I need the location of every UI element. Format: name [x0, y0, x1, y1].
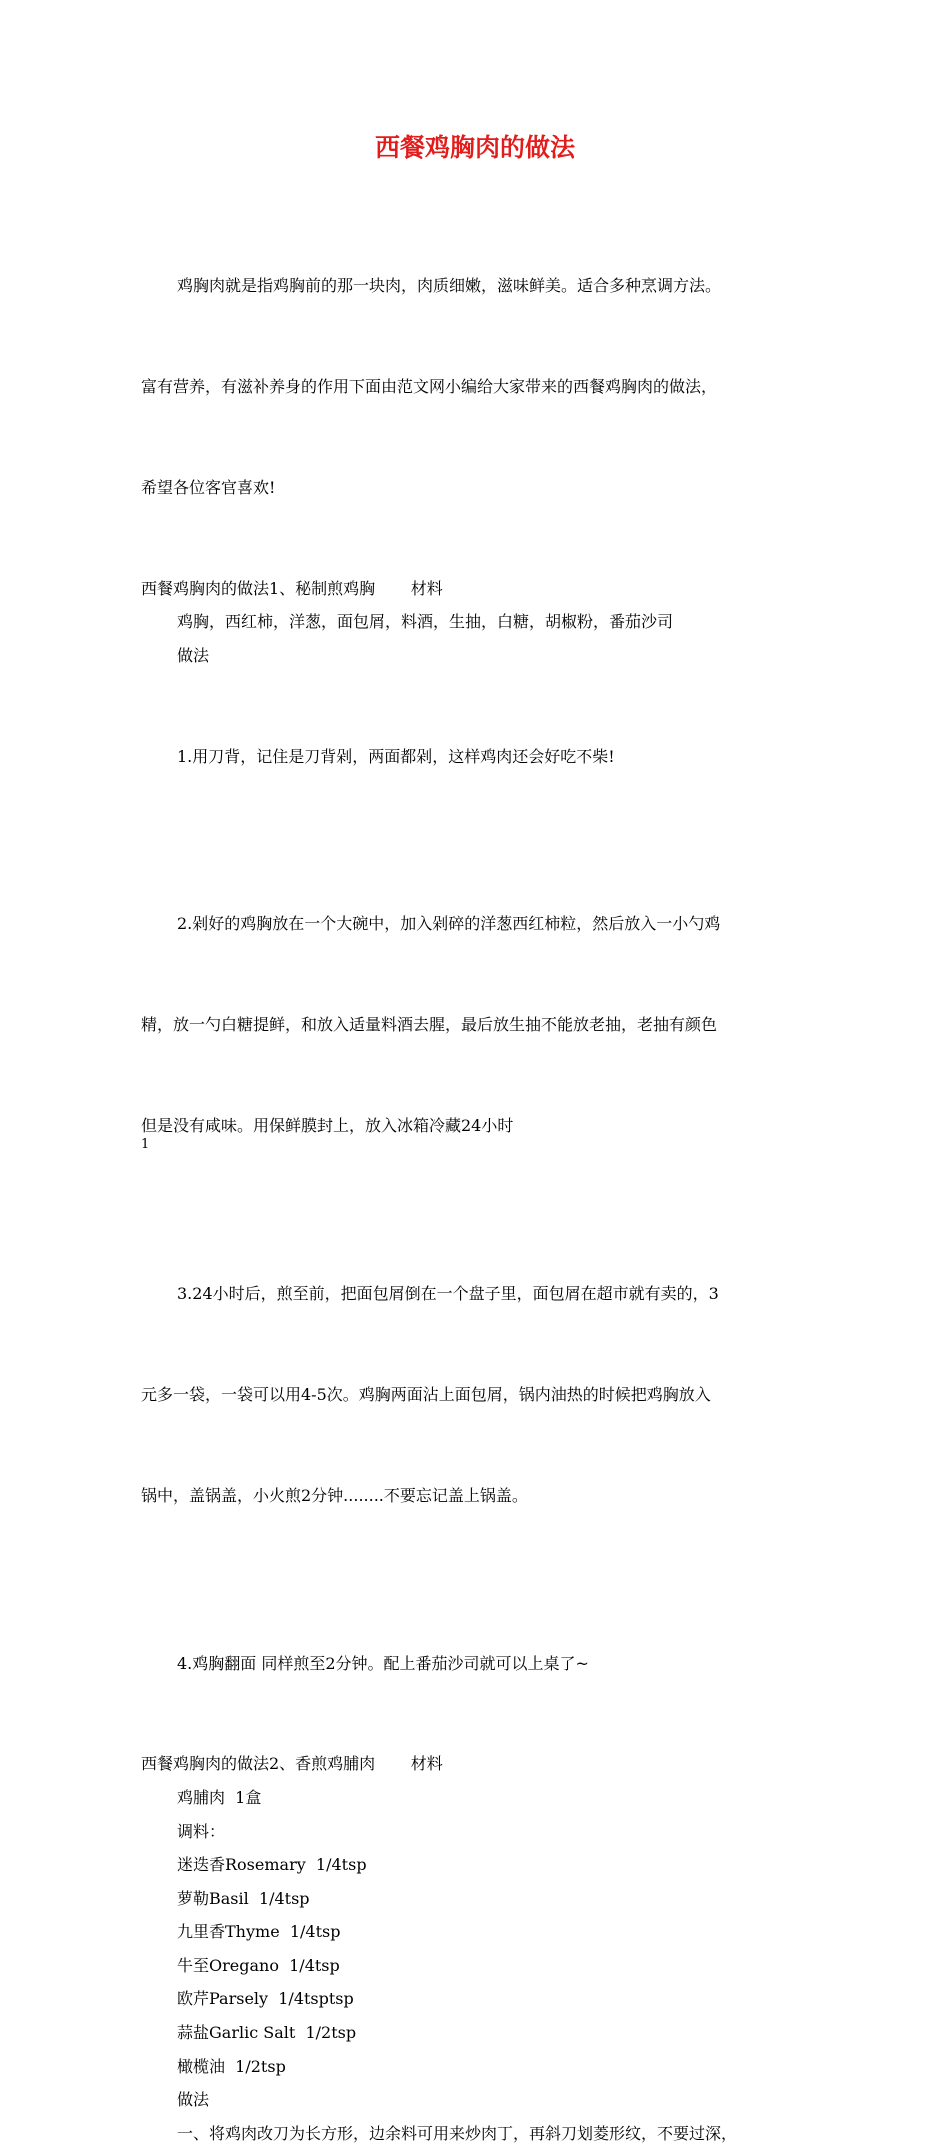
recipe1-step: [141, 672, 831, 840]
intro-paragraph: [141, 202, 831, 572]
seasoning-item: 九里香Thyme 1/4tsp: [177, 1922, 341, 1942]
recipe1-method-label: 做法: [177, 645, 210, 665]
step-line: 4.鸡胸翻面 同样煎至2分钟。配上番茄沙司就可以上桌了~: [177, 1653, 589, 1673]
step-line: 但是没有咸味。用保鲜膜封上，放入冰箱冷藏24小时: [141, 1116, 514, 1136]
seasoning-item: 欧芹Parsely 1/4tsptsp: [177, 1989, 354, 2009]
page-number: 1: [141, 1137, 150, 1152]
step-line: 精，放一勺白糖提鲜，和放入适量料酒去腥，最后放生抽不能放老抽，老抽有颜色: [141, 1015, 718, 1035]
seasoning-item: 迷迭香Rosemary 1/4tsp: [177, 1855, 367, 1875]
document-body: [141, 202, 831, 2150]
seasoning-item: 橄榄油 1/2tsp: [177, 2056, 286, 2076]
seasoning-item: 萝勒Basil 1/4tsp: [177, 1888, 310, 1908]
recipe1-step: [141, 840, 831, 1210]
recipe2-step: 一、将鸡肉改刀为长方形，边余料可用来炒肉丁，再斜刀划菱形纹，不要过深，: [177, 2123, 738, 2143]
recipe1-heading: 西餐鸡胸肉的做法1、秘制煎鸡胸 材料: [141, 578, 443, 598]
intro-line: 富有营养，有滋补养身的作用下面由范文网小编给大家带来的西餐鸡胸肉的做法，: [141, 376, 718, 396]
step-line: 2.剁好的鸡胸放在一个大碗中，加入剁碎的洋葱西红柿粒，然后放入一小勺鸡: [177, 914, 721, 934]
recipe1-ingredients: 鸡胸，西红柿，洋葱，面包屑，料酒，生抽，白糖，胡椒粉，番茄沙司: [177, 612, 674, 632]
recipe2-main-ingredient: 鸡脯肉 1盒: [177, 1787, 262, 1807]
seasoning-item: 蒜盐Garlic Salt 1/2tsp: [177, 2023, 357, 2043]
recipe2-method-label: 做法: [177, 2090, 210, 2110]
step-line: 锅中，盖锅盖，小火煎2分钟........不要忘记盖上锅盖。: [141, 1485, 528, 1505]
intro-line: 希望各位客官喜欢!: [141, 477, 276, 497]
step-line: 3.24小时后，煎至前，把面包屑倒在一个盘子里，面包屑在超市就有卖的，3: [177, 1284, 719, 1303]
step-line: 1.用刀背，记住是刀背剁，两面都剁，这样鸡肉还会好吃不柴!: [177, 746, 615, 766]
recipe2-seasoning-label: 调料：: [177, 1821, 226, 1841]
recipe2-heading: 西餐鸡胸肉的做法2、香煎鸡脯肉 材料: [141, 1754, 443, 1774]
document-title: 西餐鸡胸肉的做法: [374, 133, 575, 162]
seasoning-item: 牛至Oregano 1/4tsp: [177, 1955, 340, 1975]
recipe1-step: [141, 1579, 831, 1747]
step-line: 元多一袋，一袋可以用4-5次。鸡胸两面沾上面包屑，锅内油热的时候把鸡胸放入: [141, 1384, 711, 1404]
intro-line: 鸡胸肉就是指鸡胸前的那一块肉，肉质细嫩，滋味鲜美。适合多种烹调方法。: [177, 276, 722, 296]
recipe1-step: [141, 1210, 831, 1580]
